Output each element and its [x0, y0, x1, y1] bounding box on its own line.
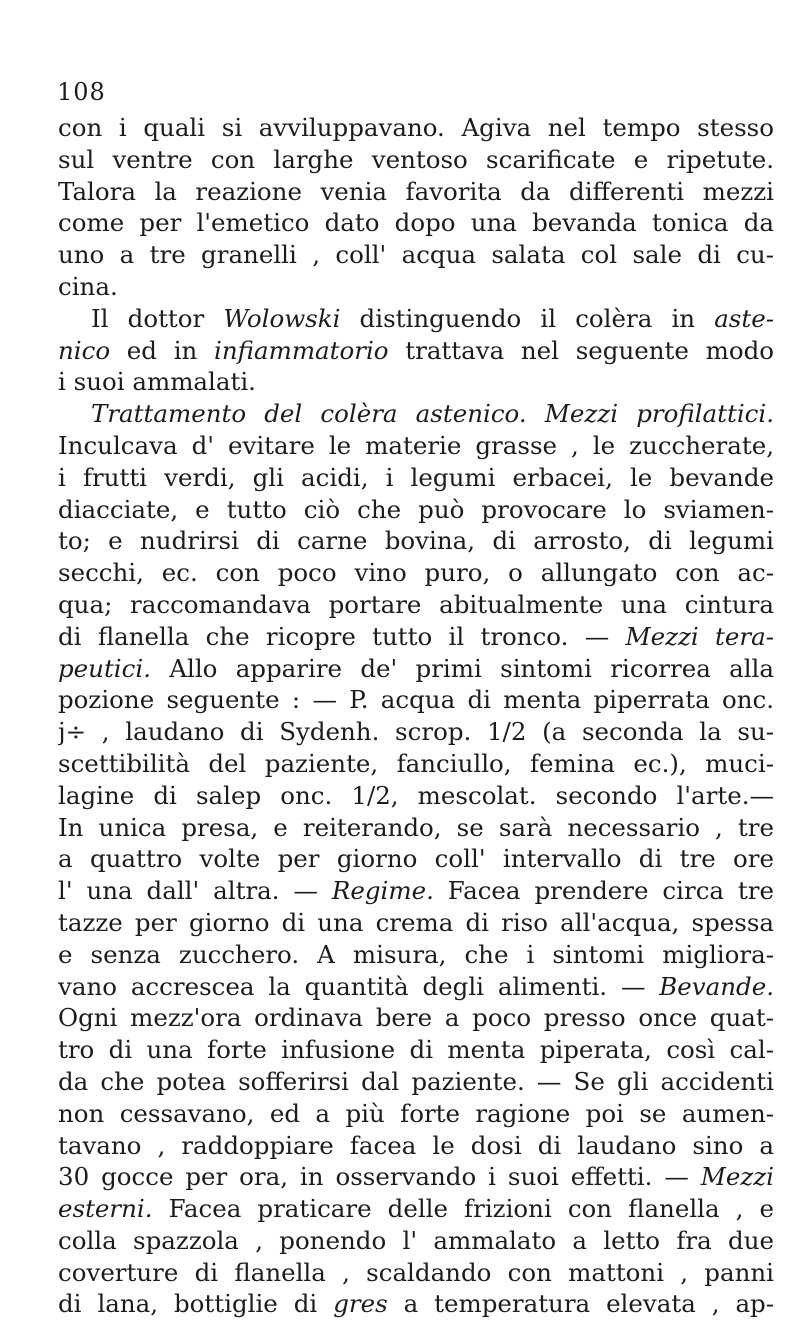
text-line	[58, 176, 774, 208]
text-line	[58, 303, 774, 335]
text-line	[58, 1130, 774, 1162]
text-run: vano accrescea la quantità degli alimenti. —	[58, 971, 660, 1001]
text-run: colla spazzola , ponendo l' ammalato a letto fra due	[58, 1225, 774, 1255]
text-line	[58, 875, 774, 907]
text-run: uno a tre granelli , coll' acqua salata col sale di cu-	[58, 240, 774, 270]
text-run: Inculcava d' evitare le materie grasse , le zuccherate,	[58, 430, 774, 460]
text-line	[58, 398, 774, 430]
body-text	[58, 112, 774, 1320]
text-line	[58, 1002, 774, 1034]
italic-text: gres	[333, 1289, 388, 1319]
text-line	[58, 748, 774, 780]
page-number: 108	[57, 78, 106, 106]
text-line	[58, 621, 774, 653]
text-run: come per l'emetico dato dopo una bevanda tonica da	[58, 208, 774, 238]
text-run: ed in	[110, 335, 215, 365]
text-line	[58, 1225, 774, 1257]
text-run: 30 gocce per ora, in osservando i suoi effetti. —	[58, 1162, 701, 1192]
text-line	[58, 335, 774, 367]
text-run: a temperatura elevata , ap-	[387, 1289, 774, 1319]
text-line	[58, 716, 774, 748]
text-run: scettibilità del paziente, fanciullo, femina ec.), muci-	[58, 748, 774, 778]
text-run: a quattro volte per giorno coll' intervallo di tre ore	[58, 844, 774, 874]
text-line	[58, 366, 774, 398]
text-line	[58, 1257, 774, 1289]
italic-text: nico	[58, 335, 111, 365]
text-line	[58, 1034, 774, 1066]
text-run: Talora la reazione venia favorita da differenti mezzi	[58, 176, 774, 206]
text-line	[58, 239, 774, 271]
text-line	[58, 462, 774, 494]
text-run: Facea praticare delle frizioni con flanella , e	[152, 1194, 774, 1224]
text-run: i frutti verdi, gli acidi, i legumi erbacei, le bevande	[58, 462, 774, 492]
text-run: Allo apparire de' primi sintomi ricorrea alla	[151, 653, 774, 683]
text-run: di flanella che ricopre tutto il tronco. —	[58, 621, 626, 651]
italic-text: peutici.	[58, 653, 151, 683]
text-line	[58, 684, 774, 716]
italic-text: Trattamento del colèra astenico. Mezzi profilattici.	[91, 399, 774, 429]
text-line	[58, 843, 774, 875]
text-line	[58, 1098, 774, 1130]
text-line	[58, 812, 774, 844]
text-run: tavano , raddoppiare facea le dosi di laudano sino a	[58, 1130, 774, 1160]
text-line	[58, 971, 774, 1003]
text-run: e senza zucchero. A misura, che i sintomi migliora-	[58, 939, 774, 969]
text-run: da che potea sofferirsi dal paziente. — Se gli accidenti	[58, 1066, 774, 1096]
text-run: j÷ , laudano di Sydenh. scrop. 1/2 (a seconda la su-	[58, 717, 774, 747]
italic-text: infiammatorio	[214, 335, 389, 365]
text-run: secchi, ec. con poco vino puro, o allungato con ac-	[58, 558, 774, 588]
text-run: In unica presa, e reiterando, se sarà necessario , tre	[58, 812, 774, 842]
text-run: non cessavano, ed a più forte ragione poi se aumen-	[58, 1098, 774, 1128]
text-line	[58, 144, 774, 176]
text-run: distinguendo il colèra in	[340, 303, 715, 333]
text-run: to; e nudrirsi di carne bovina, di arrosto, di legumi	[58, 526, 774, 556]
text-line	[58, 494, 774, 526]
text-run: Ogni mezz'ora ordinava bere a poco presso once quat-	[58, 1003, 774, 1033]
text-run: qua; raccomandava portare abitualmente una cintura	[58, 589, 774, 619]
text-line	[58, 1161, 774, 1193]
text-run: di lana, bottiglie di	[58, 1289, 334, 1319]
text-run: pozione seguente : — P. acqua di menta piperrata onc.	[58, 685, 774, 715]
text-run: tazze per giorno di una crema di riso all'acqua, spessa	[58, 907, 774, 937]
text-run: lagine di salep onc. 1/2, mescolat. secondo l'arte.—	[58, 780, 774, 810]
text-run: sul ventre con larghe ventoso scarificate e ripetute.	[58, 144, 774, 174]
italic-text: Wolowski	[223, 303, 341, 333]
italic-text: Regime.	[331, 876, 434, 906]
text-run: Il dottor	[91, 303, 224, 333]
text-run: trattava nel seguente modo	[388, 335, 774, 365]
text-line	[58, 780, 774, 812]
italic-text: Mezzi	[700, 1162, 774, 1192]
text-line	[58, 1288, 774, 1320]
text-line	[58, 430, 774, 462]
italic-text: Mezzi tera-	[625, 621, 774, 651]
text-run: tro di una forte infusione di menta piperata, così cal-	[58, 1035, 774, 1065]
text-run: Facea prendere circa tre	[433, 876, 774, 906]
italic-text: esterni.	[58, 1194, 153, 1224]
text-line	[58, 525, 774, 557]
text-run: cina.	[58, 271, 118, 301]
italic-text: Bevande.	[659, 971, 774, 1001]
text-run: coverture di flanella , scaldando con mattoni , panni	[58, 1257, 774, 1287]
text-run: diacciate, e tutto ciò che può provocare lo sviamen-	[58, 494, 774, 524]
text-line	[58, 589, 774, 621]
text-run: l' una dall' altra. —	[58, 876, 332, 906]
text-line	[58, 1193, 774, 1225]
text-run: i suoi ammalati.	[58, 367, 256, 397]
text-line	[58, 112, 774, 144]
text-line	[58, 939, 774, 971]
text-line	[58, 1066, 774, 1098]
text-run: con i quali si avviluppavano. Agiva nel tempo stesso	[58, 113, 774, 142]
text-line	[58, 207, 774, 239]
italic-text: aste-	[714, 303, 774, 333]
text-line	[58, 653, 774, 685]
text-line	[58, 557, 774, 589]
text-line	[58, 271, 774, 303]
text-line	[58, 907, 774, 939]
